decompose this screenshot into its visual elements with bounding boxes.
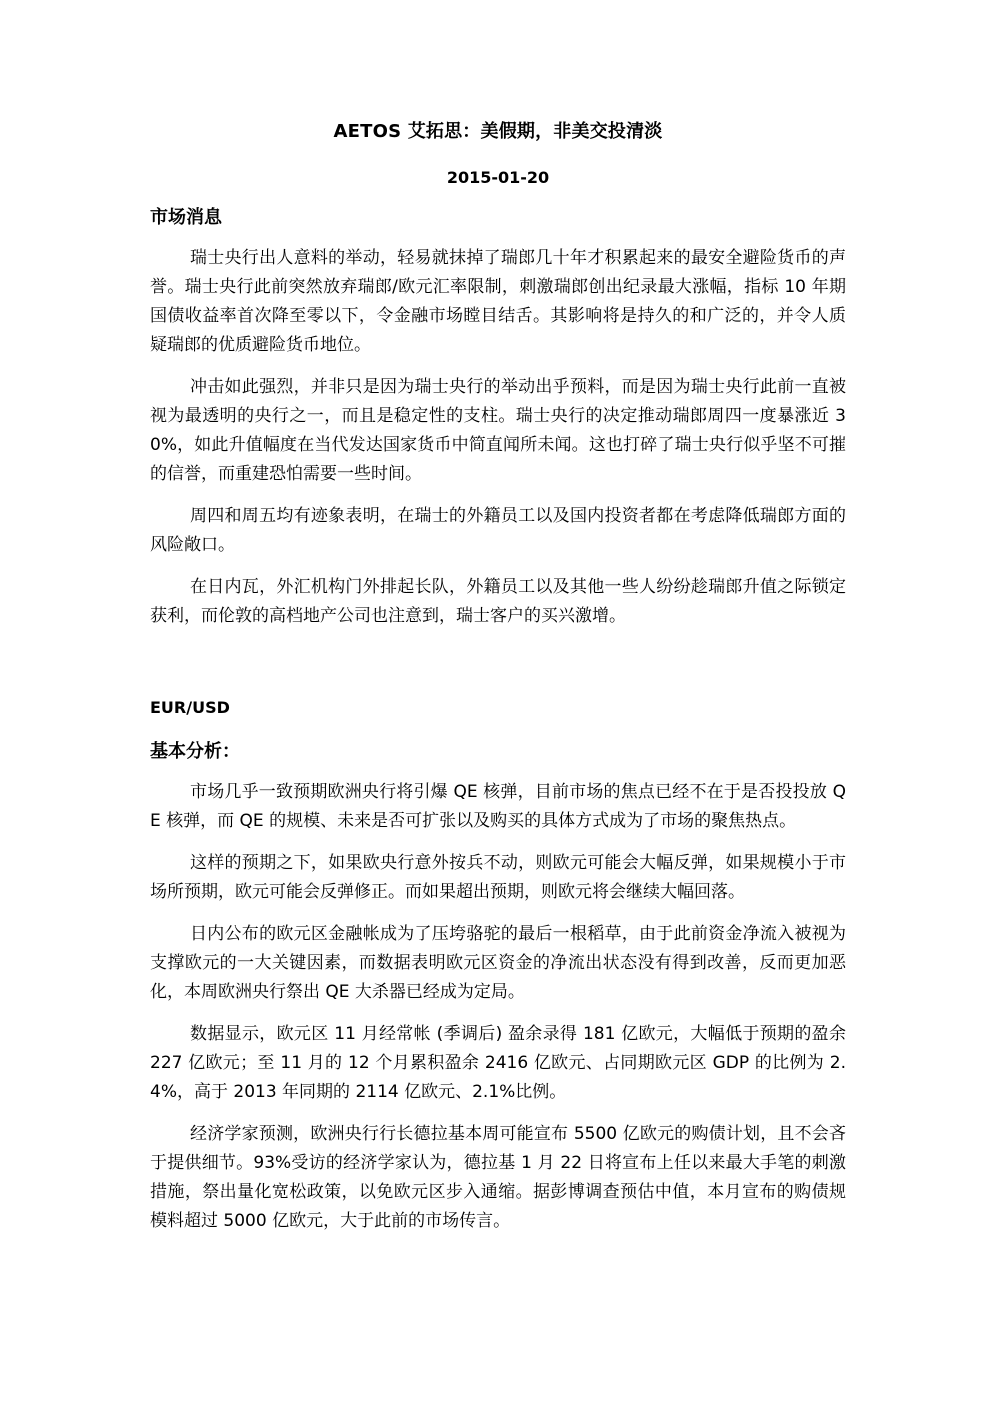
document-title: AETOS 艾拓思：美假期，非美交投清淡 <box>333 121 663 142</box>
market-news-paragraph: 在日内瓦，外汇机构门外排起长队，外籍员工以及其他一些人纷纷趁瑞郎升值之际锁定获利，而伦敦的高档地产公司也注意到，瑞士客户的买兴激增。 <box>150 577 846 626</box>
fundamental-analysis-heading: 基本分析： <box>150 741 240 762</box>
analysis-paragraph: 数据显示，欧元区 11 月经常帐 (季调后) 盈余录得 181 亿欧元，大幅低于预期的盈余 227 亿欧元；至 11 月的 12 个月累积盈余 2416 亿欧元、占同期欧元区 GDP 的比例为 2.4%，高于 2013 年同期的 2114 亿欧元、2.1%比例。 <box>150 1024 846 1102</box>
market-news-paragraph: 瑞士央行出人意料的举动，轻易就抹掉了瑞郎几十年才积累起来的最安全避险货币的声誉。瑞士央行此前突然放弃瑞郎/欧元汇率限制，刺激瑞郎创出纪录最大涨幅，指标 10 年期国债收益率首次降至零以下，令金融市场瞠目结舌。其影响将是持久的和广泛的，并令人质疑瑞郎的优质避险货币地位。 <box>150 248 846 355</box>
section-spacer <box>150 644 846 696</box>
analysis-paragraph: 这样的预期之下，如果欧央行意外按兵不动，则欧元可能会大幅反弹，如果规模小于市场所预期，欧元可能会反弹修正。而如果超出预期，则欧元将会继续大幅回落。 <box>150 853 846 902</box>
market-news-heading: 市场消息 <box>150 207 222 228</box>
market-news-paragraph: 周四和周五均有迹象表明，在瑞士的外籍员工以及国内投资者都在考虑降低瑞郎方面的风险敞口。 <box>150 506 846 555</box>
market-news-paragraph: 冲击如此强烈，并非只是因为瑞士央行的举动出乎预料，而是因为瑞士央行此前一直被视为最透明的央行之一，而且是稳定性的支柱。瑞士央行的决定推动瑞郎周四一度暴涨近 30%，如此升值幅度在当代发达国家货币中简直闻所未闻。这也打碎了瑞士央行似乎坚不可摧的信誉，而重建恐怕需要一些时间。 <box>150 377 846 484</box>
analysis-paragraph: 日内公布的欧元区金融帐成为了压垮骆驼的最后一根稻草，由于此前资金净流入被视为支撑欧元的一大关键因素，而数据表明欧元区资金的净流出状态没有得到改善，反而更加恶化，本周欧洲央行祭出 QE 大杀器已经成为定局。 <box>150 924 846 1002</box>
document-date: 2015-01-20 <box>446 168 550 187</box>
analysis-paragraph: 市场几乎一致预期欧洲央行将引爆 QE 核弹，目前市场的焦点已经不在于是否投投放 QE 核弹，而 QE 的规模、未来是否可扩张以及购买的具体方式成为了市场的聚焦热点。 <box>150 782 846 831</box>
analysis-paragraph: 经济学家预测，欧洲央行行长德拉基本周可能宣布 5500 亿欧元的购债计划，且不会吝于提供细节。93%受访的经济学家认为，德拉基 1 月 22 日将宣布上任以来最大手笔的刺激措施，祭出量化宽松政策，以免欧元区步入通缩。据彭博调查预估中值，本月宣布的购债规模料超过 5000 亿欧元，大于此前的市场传言。 <box>150 1124 846 1231</box>
document-page <box>150 118 846 1249</box>
currency-pair-label: EUR/USD <box>150 698 230 717</box>
